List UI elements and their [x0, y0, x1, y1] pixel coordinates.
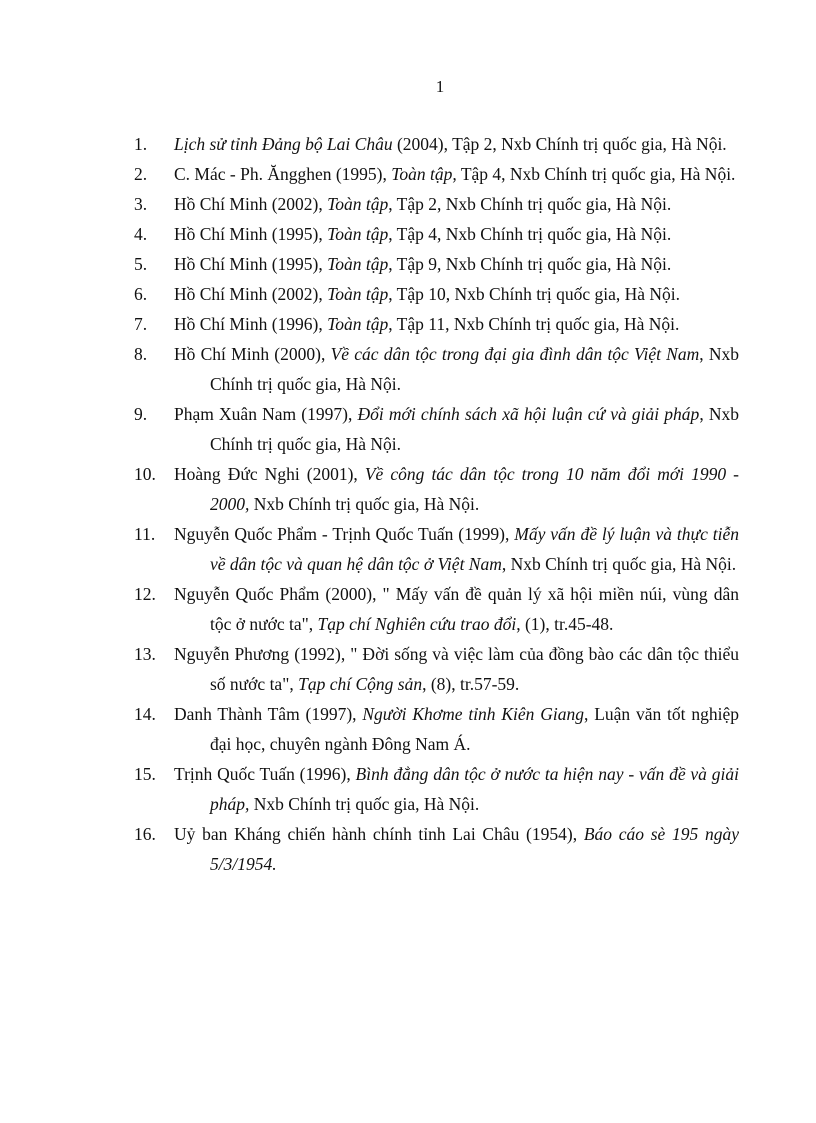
reference-number: 15.	[134, 764, 156, 784]
reference-item	[0, 249, 739, 279]
reference-segment: Hoàng Đức Nghi (2001),	[174, 464, 365, 484]
reference-segment: , Tập 10, Nxb Chính trị quốc gia, Hà Nội.	[388, 284, 681, 304]
reference-item	[0, 279, 739, 309]
reference-number: 16.	[134, 824, 156, 844]
reference-segment: , Luận văn tốt nghiệp đại học, chuyên ngành Đông Nam Á.	[210, 704, 739, 754]
reference-segment: Nguyễn Quốc Phẩm (2000), " Mấy vấn đề quản lý xã hội miền núi, vùng dân tộc ở nước ta",	[174, 584, 739, 634]
reference-number: 14.	[134, 704, 156, 724]
reference-number: 8.	[134, 344, 148, 364]
reference-item	[0, 159, 739, 189]
reference-title: Toàn tập	[327, 224, 389, 244]
reference-item	[0, 399, 739, 459]
reference-number: 9.	[134, 404, 148, 424]
reference-text	[174, 134, 727, 154]
reference-title: Toàn tập,	[391, 164, 457, 184]
reference-item	[0, 819, 739, 879]
reference-title: Đổi mới chính sách xã hội luận cứ và giải pháp	[357, 404, 700, 424]
reference-item	[0, 579, 739, 639]
reference-number: 6.	[134, 284, 148, 304]
reference-text	[174, 224, 671, 244]
reference-number: 4.	[134, 224, 148, 244]
reference-segment: , Nxb Chính trị quốc gia, Hà Nội.	[210, 344, 740, 394]
reference-segment: , Nxb Chính trị quốc gia, Hà Nội.	[210, 404, 739, 454]
reference-segment: Uỷ ban Kháng chiến hành chính tỉnh Lai Châu (1954),	[174, 824, 584, 844]
reference-text	[174, 524, 739, 574]
reference-segment: Nxb Chính trị quốc gia, Hà Nội.	[249, 794, 480, 814]
reference-segment: Hồ Chí Minh (2000),	[174, 344, 331, 364]
reference-segment: Danh Thành Tâm (1997),	[174, 704, 363, 724]
reference-segment: , (8), tr.57-59.	[422, 674, 520, 694]
reference-segment: Hồ Chí Minh (1995),	[174, 254, 328, 274]
reference-text	[174, 164, 735, 184]
reference-text	[174, 764, 739, 814]
reference-item	[0, 759, 739, 819]
reference-segment: , Tập 2, Nxb Chính trị quốc gia, Hà Nội.	[388, 194, 672, 214]
reference-number: 10.	[134, 464, 156, 484]
reference-text	[174, 254, 671, 274]
reference-text	[174, 464, 739, 514]
reference-text	[174, 344, 739, 394]
reference-number: 12.	[134, 584, 156, 604]
reference-text	[174, 194, 671, 214]
reference-title: Lịch sử tỉnh Đảng bộ Lai Châu	[174, 134, 393, 154]
reference-segment: , (1), tr.45-48.	[516, 614, 614, 634]
reference-segment: Nxb Chính trị quốc gia, Hà Nội.	[249, 494, 480, 514]
reference-segment: (2004), Tập 2, Nxb Chính trị quốc gia, Hà Nội.	[392, 134, 727, 154]
reference-number: 1.	[134, 134, 148, 154]
reference-item	[0, 519, 739, 579]
reference-number: 7.	[134, 314, 148, 334]
reference-segment: , Nxb Chính trị quốc gia, Hà Nội.	[501, 554, 737, 574]
reference-segment: Hồ Chí Minh (2002),	[174, 284, 328, 304]
reference-title: Về các dân tộc trong đại gia đình dân tộc Việt Nam	[330, 344, 700, 364]
reference-title: Mấy vấn đề lý luận và thực tiễn về dân tộc và quan hệ dân tộc ở Việt Nam	[210, 524, 739, 574]
reference-text	[174, 824, 739, 874]
reference-title: Toàn tập	[327, 314, 389, 334]
reference-title: Toàn tập	[327, 194, 389, 214]
reference-number: 11.	[134, 524, 156, 544]
reference-text	[174, 314, 679, 334]
reference-item	[0, 699, 739, 759]
reference-segment: Trịnh Quốc Tuấn (1996),	[174, 764, 356, 784]
reference-list	[0, 129, 816, 879]
reference-number: 2.	[134, 164, 148, 184]
reference-item	[0, 219, 739, 249]
reference-segment: Hồ Chí Minh (1995),	[174, 224, 328, 244]
reference-number: 13.	[134, 644, 156, 664]
reference-item	[0, 459, 739, 519]
reference-text	[174, 704, 739, 754]
reference-item	[0, 129, 739, 159]
reference-title: Báo cáo sè 195 ngày 5/3/1954.	[210, 824, 739, 874]
page-number: 1	[435, 77, 445, 96]
reference-text	[174, 584, 739, 634]
reference-segment: , Tập 9, Nxb Chính trị quốc gia, Hà Nội.	[388, 254, 672, 274]
reference-text	[174, 644, 739, 694]
reference-title: Tạp chí Nghiên cứu trao đổi	[317, 614, 517, 634]
reference-title: Về công tác dân tộc trong 10 năm đổi mới 1990 - 2000,	[210, 464, 739, 514]
reference-title: Tạp chí Cộng sản	[298, 674, 423, 694]
reference-title: Toàn tập	[327, 284, 389, 304]
reference-number: 3.	[134, 194, 148, 214]
reference-segment: Phạm Xuân Nam (1997),	[174, 404, 358, 424]
reference-segment: Nguyễn Phương (1992), " Đời sống và việc làm của đồng bào các dân tộc thiểu số nước ta",	[174, 644, 739, 694]
reference-segment: Nguyễn Quốc Phẩm - Trịnh Quốc Tuấn (1999),	[174, 524, 515, 544]
reference-item	[0, 189, 739, 219]
reference-segment: Hồ Chí Minh (2002),	[174, 194, 328, 214]
reference-segment: , Tập 11, Nxb Chính trị quốc gia, Hà Nội.	[388, 314, 680, 334]
reference-item	[0, 639, 739, 699]
reference-segment: C. Mác - Ph. Ăngghen (1995),	[174, 164, 392, 184]
reference-title: Toàn tập	[327, 254, 389, 274]
reference-title: Bình đẳng dân tộc ở nước ta hiện nay - vấn đề và giải pháp,	[210, 764, 739, 814]
reference-segment: Tập 4, Nxb Chính trị quốc gia, Hà Nội.	[456, 164, 736, 184]
reference-number: 5.	[134, 254, 148, 274]
reference-item	[0, 339, 739, 399]
reference-segment: Hồ Chí Minh (1996),	[174, 314, 328, 334]
reference-text	[174, 404, 739, 454]
reference-item	[0, 309, 739, 339]
reference-text	[174, 284, 680, 304]
reference-title: Người Khơme tỉnh Kiên Giang	[362, 704, 584, 724]
reference-segment: , Tập 4, Nxb Chính trị quốc gia, Hà Nội.	[388, 224, 672, 244]
